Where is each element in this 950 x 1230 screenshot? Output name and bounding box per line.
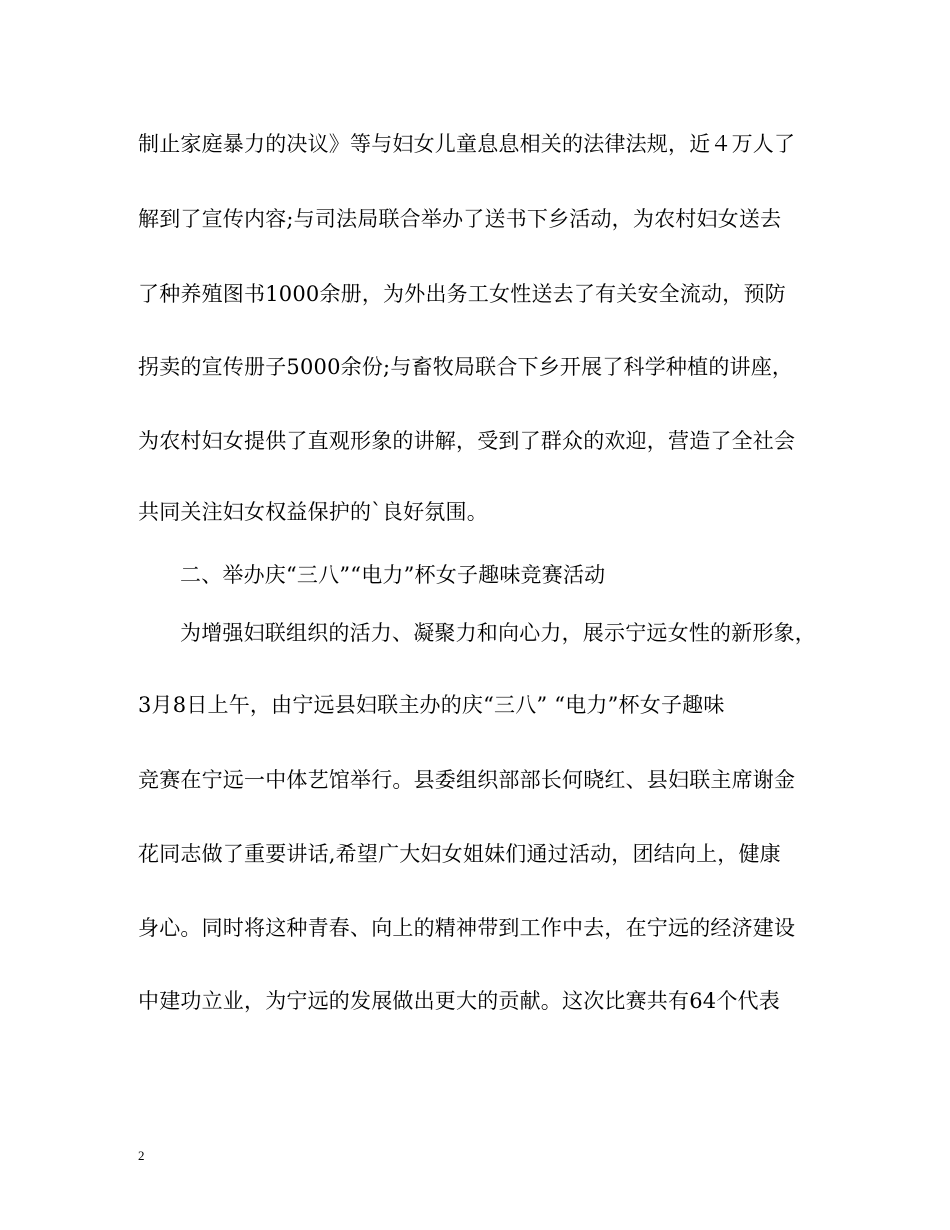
text-line: 解到了宣传内容;与司法局联合举办了送书下乡活动，为农村妇女送去 [138,207,782,231]
section-heading: 二、举办庆“三八”“电力”杯女子趣味竞赛活动 [180,563,606,587]
page-number: 2 [138,1148,145,1163]
text-line: 中建功立业，为宁远的发展做出更大的贡献。这次比赛共有64个代表 [138,989,780,1013]
text-line: 了种养殖图书1000余册，为外出务工女性送去了有关安全流动，预防 [138,282,786,306]
text-line: 身心。同时将这种青春、向上的精神带到工作中去，在宁远的经济建设 [138,916,796,940]
text-line: 3月8日上午，由宁远县妇联主办的庆“三八” “电力”杯女子趣味 [138,693,725,717]
text-line: 竞赛在宁远一中体艺馆举行。县委组织部部长何晓红、县妇联主席谢金 [138,768,796,792]
text-line: 制止家庭暴力的决议》等与妇女儿童息息相关的法律法规，近４万人了 [138,132,796,156]
text-line: 共同关注妇女权益保护的`良好氛围。 [138,500,488,524]
text-line: 为增强妇联组织的活力、凝聚力和向心力，展示宁远女性的新形象， [180,621,816,645]
text-line: 花同志做了重要讲话,希望广大妇女姐妹们通过活动，团结向上，健康 [138,842,781,866]
text-line: 拐卖的宣传册子5000余份;与畜牧局联合下乡开展了科学种植的讲座， [138,355,794,379]
text-line: 为农村妇女提供了直观形象的讲解，受到了群众的欢迎，营造了全社会 [138,429,796,453]
